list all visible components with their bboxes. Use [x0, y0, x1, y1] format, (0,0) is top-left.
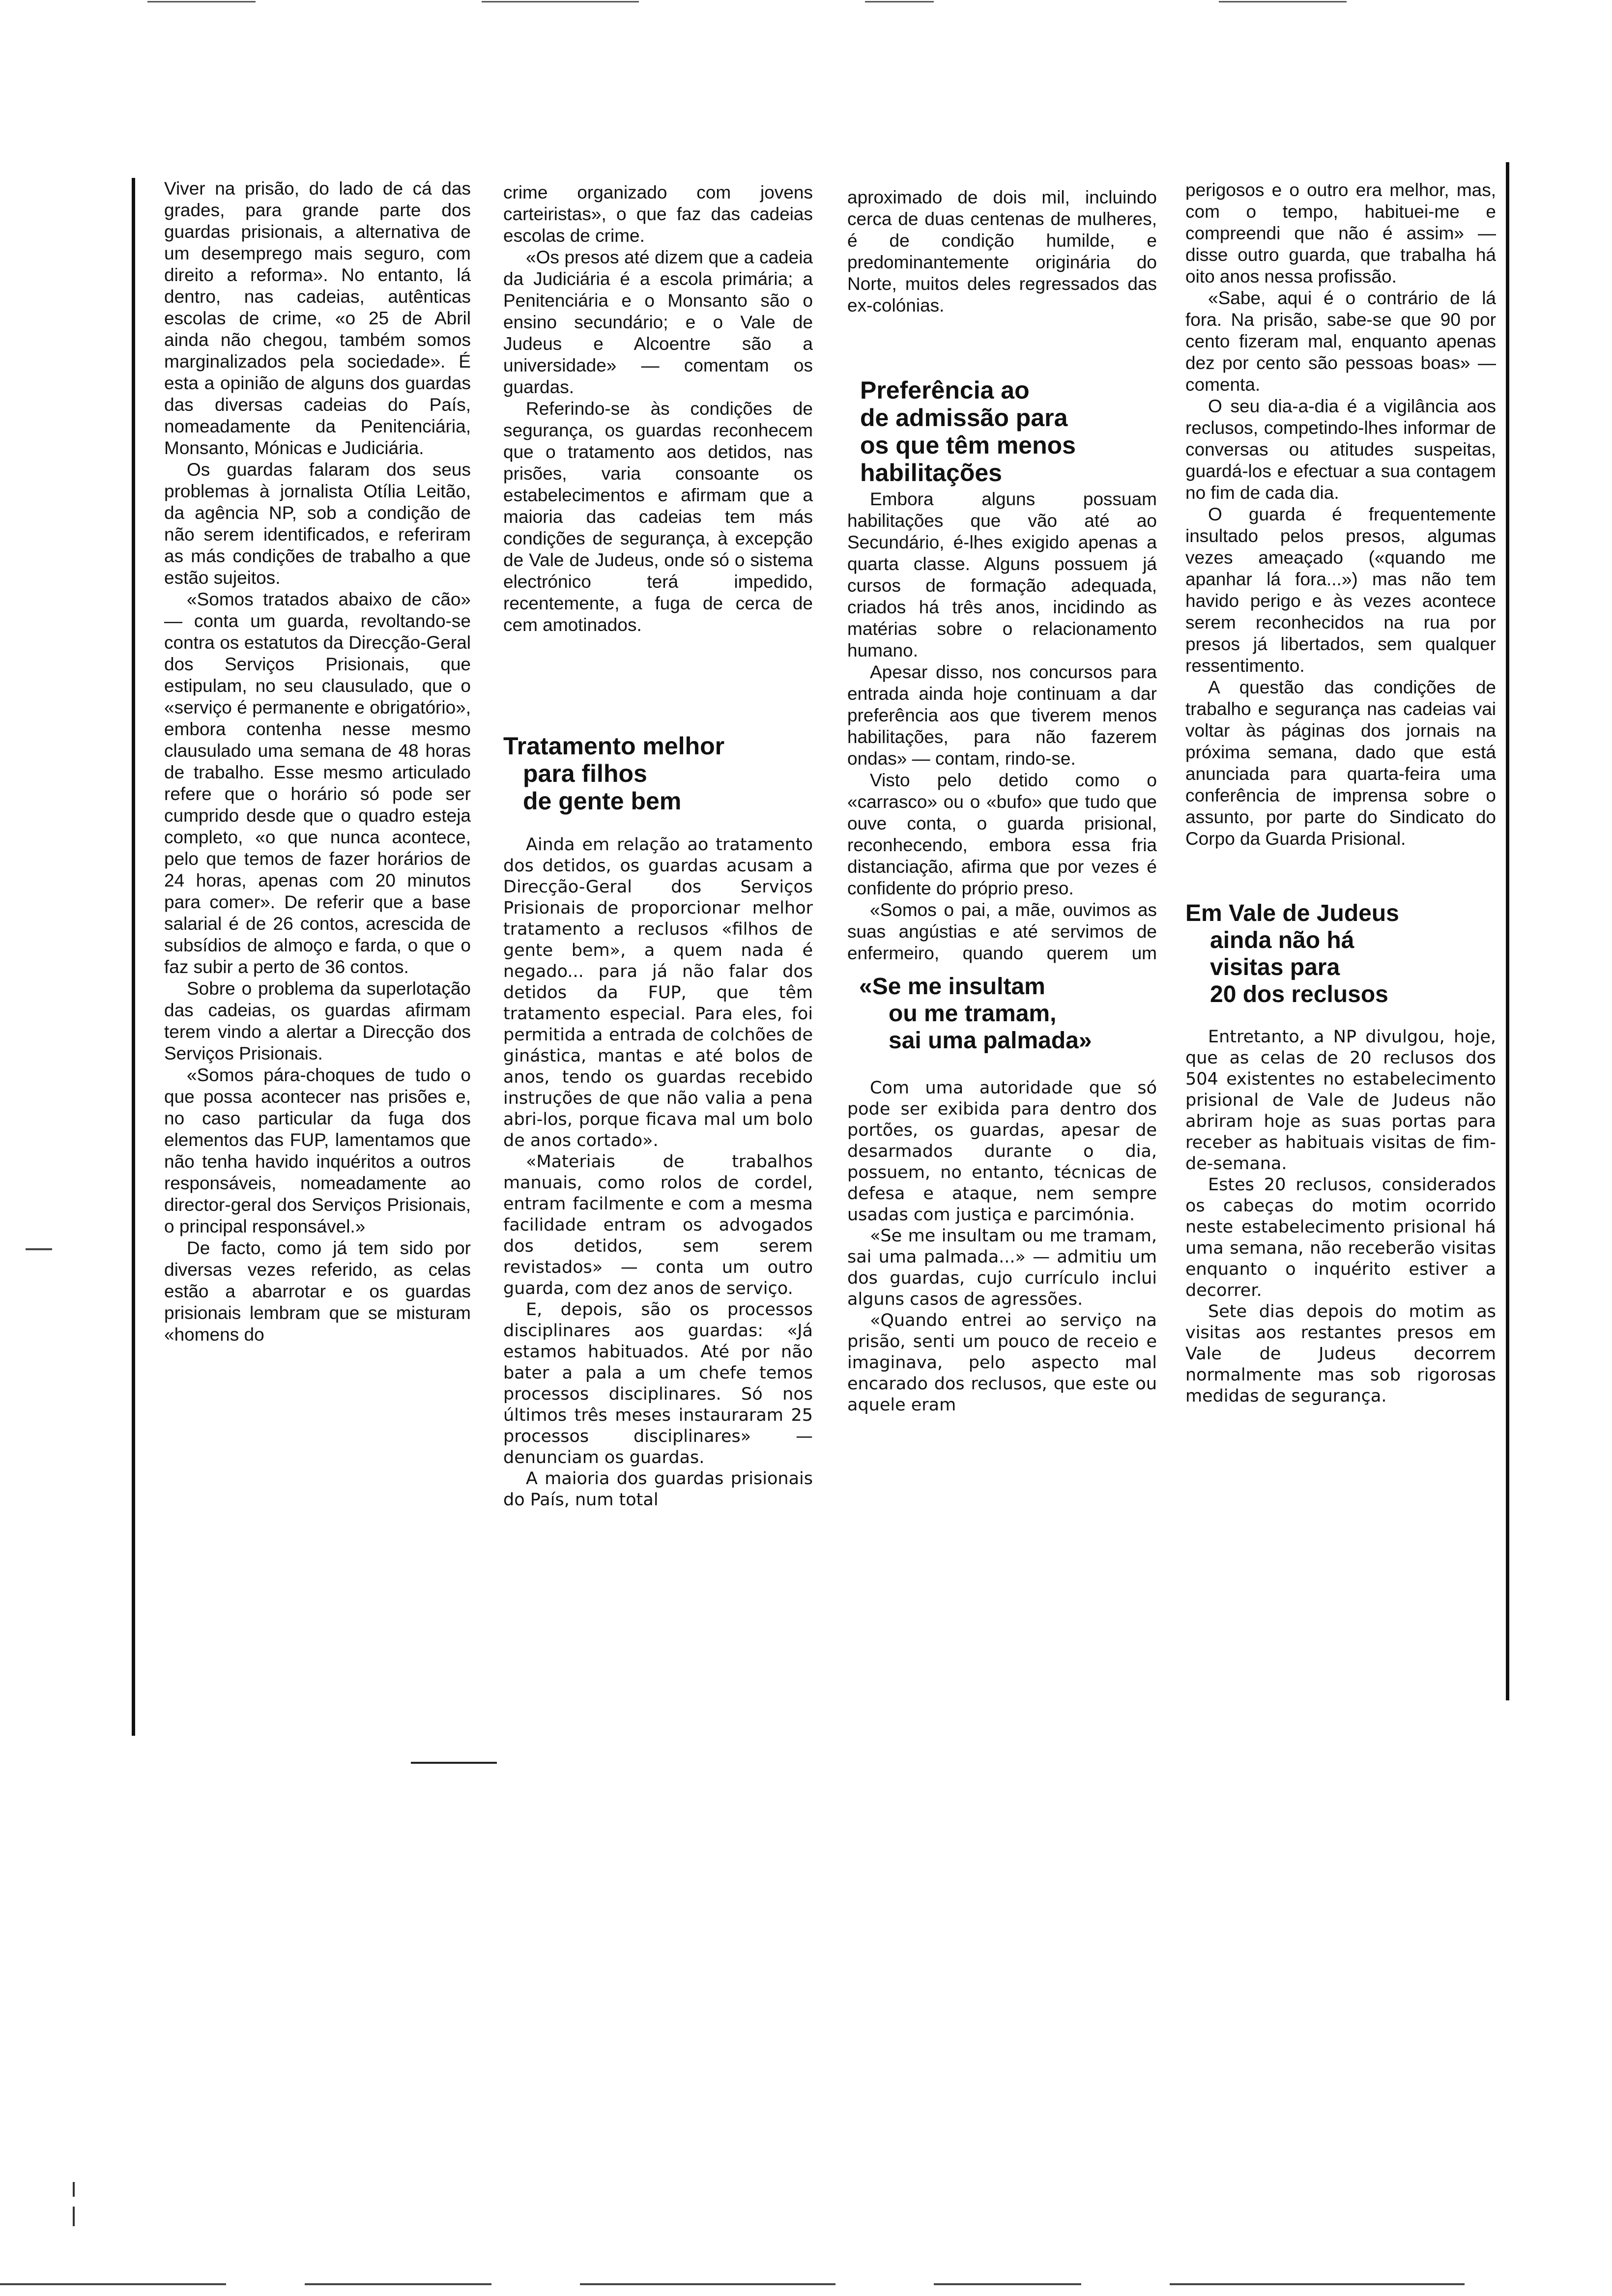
- subheading-line: de gente bem: [523, 787, 682, 815]
- subheading-line: habilitações: [860, 459, 1002, 487]
- scan-bottom-edge: [0, 2283, 1612, 2287]
- subheading-line: Tratamento melhor: [503, 732, 725, 760]
- paragraph: A maioria dos guardas prisionais do País, num total: [503, 1469, 813, 1510]
- article-column-4: [1185, 179, 1496, 1407]
- subheading-line: Preferência ao: [860, 376, 1030, 404]
- article-column-3: [847, 187, 1157, 1416]
- paragraph: Sobre o problema da superlotação das cadeias, os guardas afirmam terem vindo a alertar a Direcção dos Serviços Prisionais.: [164, 978, 471, 1063]
- column-4-bottom-text: [1185, 1027, 1496, 1407]
- paragraph: Apesar disso, nos concursos para entrada ainda hoje continuam a dar preferência aos que tiverem menos habilitações, para não fazerem ondas» — contam, rindo-se.: [847, 662, 1157, 769]
- paragraph: «Somos o pai, a mãe, ouvimos as suas angústias e até servimos de enfermeiro, quando querem um: [847, 900, 1157, 963]
- subheading-tratamento: [503, 732, 813, 826]
- paragraph: perigosos e o outro era melhor, mas, com o tempo, habituei-me e compreendi que não é assim» — disse outro guarda, que trabalha há oito anos nessa profissão.: [1185, 180, 1496, 287]
- paragraph: A questão das condições de trabalho e segurança nas cadeias vai voltar às páginas dos jornais na próxima semana, dado que está anunciada para quarta-feira uma conferência de imprensa sobre o assunto, por parte do Sindicato do Corpo da Guarda Prisional.: [1185, 677, 1496, 849]
- column-3-mid-text: [847, 488, 1157, 965]
- paragraph: Estes 20 reclusos, considerados os cabeças do motim ocorrido neste estabelecimento prisional há uma semana, não receberão visitas enquanto o inquérito estiver a decorrer.: [1185, 1175, 1496, 1300]
- subheading-vale-de-judeus: [1185, 900, 1496, 1018]
- paragraph: De facto, como já tem sido por diversas vezes referido, as celas estão a abarrotar e os guardas prisionais lembram que se misturam «homens do: [164, 1238, 471, 1345]
- paragraph: Ainda em relação ao tratamento dos detidos, os guardas acusam a Direcção-Geral dos Serviços Prisionais de proporcionar melhor tratamento a reclusos «filhos de gente bem», a quem nada é negado... para já não falar dos detidos da FUP, que têm tratamento especial. Para eles, foi permitida a entrada de colchões de ginástica, mantas e até bolos de anos, tendo os guardas recebido instruções de que não valia a pena abri-los, porque ficava mal um bolo de anos cortado».: [503, 835, 813, 1150]
- subheading-insultam: [859, 973, 1157, 1069]
- margin-tick-mark: [73, 2207, 75, 2226]
- article-column-1: [164, 178, 471, 1346]
- paragraph: O seu dia-a-dia é a vigilância aos reclusos, competindo-lhes informar de conversas ou atitudes suspeitas, guardá-los e efectuar a sua contagem no fim de cada dia.: [1185, 396, 1496, 503]
- paragraph: Viver na prisão, do lado de cá das grades, para grande parte dos guardas prisionais, a alternativa de um desemprego mais seguro, com direito a reforma». No entanto, lá dentro, nas cadeias, autênticas escolas de crime, «o 25 de Abril ainda não chegou, também somos marginalizados pela sociedade». É esta a opinião de alguns dos guardas das diversas cadeias do País, nomeadamente da Penitenciária, Monsanto, Mónicas e Judiciária.: [164, 178, 471, 458]
- paragraph: Os guardas falaram dos seus problemas à jornalista Otília Leitão, da agência NP, sob a condição de não serem identificados, e referiram as más condições de trabalho a que estão sujeitos.: [164, 459, 471, 588]
- paragraph: «Somos pára-choques de tudo o que possa acontecer nas prisões e, no caso particular da fuga dos elementos das FUP, lamentamos que não tenha havido inquéritos a outros responsáveis, nomeadamente ao director-geral dos Serviços Prisionais, o principal responsável.»: [164, 1065, 471, 1236]
- paragraph: «Sabe, aqui é o contrário de lá fora. Na prisão, sabe-se que 90 por cento fizeram mal, enquanto apenas dez por cento são pessoas boas» — comenta.: [1185, 288, 1496, 395]
- subheading-line: ainda não há: [1210, 927, 1354, 953]
- paragraph: «Se me insultam ou me tramam, sai uma palmada...» — admitiu um dos guardas, cujo currículo inclui alguns casos de agressões.: [847, 1226, 1157, 1309]
- margin-tick-mark: [73, 2182, 75, 2197]
- subheading-line: os que têm menos: [860, 431, 1076, 459]
- subheading-line: ou me tramam,: [889, 1001, 1057, 1027]
- paragraph: Sete dias depois do motim as visitas aos restantes presos em Vale de Judeus decorrem normalmente mas sob rigorosas medidas de segurança.: [1185, 1302, 1496, 1406]
- subheading-preferencia: [860, 376, 1157, 487]
- subheading-line: sai uma palmada»: [889, 1028, 1092, 1054]
- paragraph: «Somos tratados abaixo de cão» — conta um guarda, revoltando-se contra os estatutos da Direcção-Geral dos Serviços Prisionais, que estipulam, no seu clausulado, que o «serviço é permanente e obrigatório», embora contenha nesse mesmo clausulado uma semana de 48 horas de trabalho. Esse mesmo articulado refere que o horário só pode ser cumprido desde que o quadro esteja completo, «o que nunca acontece, pelo que temos de fazer horários de 24 horas, apenas com 20 minutos para comer». De referir que a base salarial é de 26 contos, acrescida de subsídios de almoço e farda, o que o faz subir a perto de 36 contos.: [164, 589, 471, 977]
- paragraph: Entretanto, a NP divulgou, hoje, que as celas de 20 reclusos dos 504 existentes no estabelecimento prisional de Vale de Judeus não abriram hoje as suas portas para receber as habituais visitas de fim-de-semana.: [1185, 1027, 1496, 1174]
- column-3-top-text: [847, 187, 1157, 369]
- subheading-line: visitas para: [1210, 954, 1340, 980]
- paragraph: «Quando entrei ao serviço na prisão, senti um pouco de receio e imaginava, pelo aspecto mal encarado dos reclusos, que este ou aquele eram: [847, 1311, 1157, 1415]
- column-3-bottom-text: [847, 1078, 1157, 1416]
- paragraph: Referindo-se às condições de segurança, os guardas reconhecem que o tratamento aos detidos, nas prisões, varia consoante os estabelecimentos e afirmam que a maioria das cadeias tem más condições de segurança, à excepção de Vale de Judeus, onde só o sistema electrónico terá impedido, recentemente, a fuga de cerca de cem amotinados.: [503, 399, 813, 635]
- right-column-rule: [1506, 162, 1509, 1700]
- paragraph: aproximado de dois mil, incluindo cerca de duas centenas de mulheres, é de condição humilde, e predominantemente originária do Norte, muitos deles regressados das ex-colónias.: [847, 187, 1157, 316]
- paragraph: E, depois, são os processos disciplinares aos guardas: «Já estamos habituados. Até por não bater a pala a um chefe temos processos disciplinares. Só nos últimos três meses instauraram 25 processos disciplinares» — denunciam os guardas.: [503, 1300, 813, 1467]
- paragraph: «Materiais de trabalhos manuais, como rolos de cordel, entram facilmente e com a mesma facilidade entram os advogados dos detidos, sem serem revistados» — conta um outro guarda, com dez anos de serviço.: [503, 1152, 813, 1298]
- paragraph: Visto pelo detido como o «carrasco» ou o «bufo» que tudo que ouve conta, o guarda prisional, reconhecendo, embora essa fria distanciação, afirma que por vezes é confidente do próprio preso.: [847, 770, 1157, 898]
- subheading-line: 20 dos reclusos: [1210, 981, 1388, 1007]
- paragraph: O guarda é frequentemente insultado pelos presos, algumas vezes ameaçado («quando me apanhar lá fora...») mas não tem havido perigo e às vezes acontece serem reconhecidos na rua por presos já libertados, sem qualquer ressentimento.: [1185, 504, 1496, 676]
- scan-top-edge: [0, 0, 1612, 4]
- margin-dash-mark: [26, 1248, 52, 1250]
- paragraph: Embora alguns possuam habilitações que vão até ao Secundário, é-lhes exigido apenas a quarta classe. Alguns possuem já cursos de formação adequada, criados há três anos, incidindo as matérias sobre o relacionamento humano.: [847, 489, 1157, 660]
- subheading-line: para filhos: [523, 760, 647, 787]
- subheading-line: de admissão para: [860, 404, 1068, 431]
- left-column-rule: [132, 178, 135, 1736]
- column-2-top-text: [503, 182, 813, 724]
- subheading-line: Em Vale de Judeus: [1185, 900, 1399, 926]
- bottom-short-rule: [411, 1762, 497, 1764]
- subheading-line: «Se me insultam: [859, 974, 1045, 1000]
- article-column-2: [503, 182, 813, 1511]
- column-2-bottom-text: [503, 834, 813, 1511]
- paragraph: crime organizado com jovens carteiristas», o que faz das cadeias escolas de crime.: [503, 182, 813, 246]
- column-4-top-text: [1185, 179, 1496, 892]
- paragraph: Com uma autoridade que só pode ser exibida para dentro dos portões, os guardas, apesar de desarmados durante o dia, possuem, no entanto, técnicas de defesa e ataque, nem sempre usadas com justiça e parcimónia.: [847, 1078, 1157, 1225]
- paragraph: «Os presos até dizem que a cadeia da Judiciária é a escola primária; a Penitenciária e o Monsanto são o ensino secundário; e o Vale de Judeus e Alcoentre são a universidade» — comentam os guardas.: [503, 247, 813, 397]
